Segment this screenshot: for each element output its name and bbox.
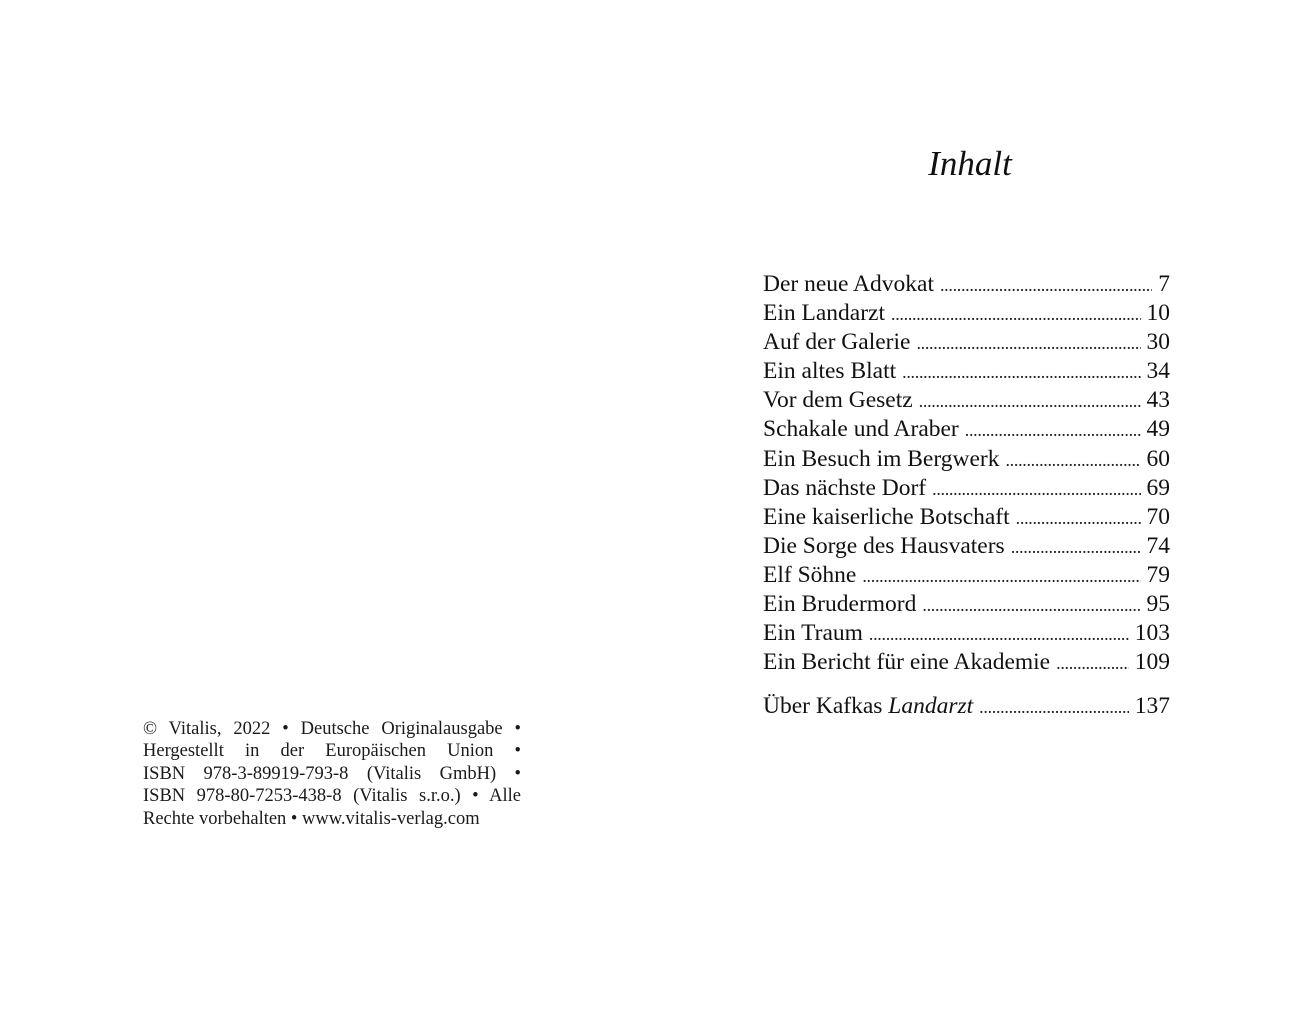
afterword-title-italic: Landarzt — [888, 693, 974, 720]
toc-entry-title: Ein Landarzt — [763, 300, 886, 327]
imprint-line: ISBN 978-3-89919-793-8 (Vitalis GmbH) • — [143, 763, 521, 784]
toc-entry-title: Der neue Advokat — [763, 271, 934, 297]
toc-entry — [763, 648, 1170, 677]
toc-entry — [763, 619, 1170, 648]
toc-entry — [763, 270, 1170, 299]
toc-entry-title: Vor dem Gesetz — [763, 387, 913, 414]
toc-entry-page: 74 — [1146, 532, 1170, 559]
afterword-title-prefix: Über Kafkas — [763, 693, 889, 720]
dot-leader — [922, 591, 1140, 619]
toc-entry — [763, 328, 1170, 357]
toc-entry-afterword — [763, 692, 1170, 721]
dot-leader — [979, 693, 1129, 721]
toc-entry-page: 43 — [1146, 387, 1170, 414]
toc-entry-page: 70 — [1146, 503, 1170, 530]
toc-entry — [763, 445, 1170, 474]
toc-entry-page: 103 — [1134, 620, 1170, 647]
imprint-line: ISBN 978-80-7253-438-8 (Vitalis s.r.o.) • Alle — [143, 786, 521, 807]
dot-leader — [869, 620, 1129, 648]
toc-entry-title: Ein Brudermord — [763, 591, 917, 618]
dot-leader — [932, 475, 1140, 503]
toc-entry-title: Ein Bericht für eine Akademie — [763, 649, 1051, 676]
toc-entry-title: Die Sorge des Hausvaters — [763, 532, 1005, 559]
toc-entry-title: Ein altes Blatt — [763, 358, 897, 385]
toc-entry-page: 95 — [1146, 591, 1170, 618]
toc-entry-page: 109 — [1134, 649, 1170, 676]
toc-entry-title: Elf Söhne — [763, 561, 857, 588]
dot-leader — [862, 562, 1140, 590]
toc-entry — [763, 590, 1170, 619]
toc-entry — [763, 503, 1170, 532]
toc-entry — [763, 357, 1170, 386]
imprint-block — [143, 718, 521, 830]
toc-entry-title: Eine kaiserliche Botschaft — [763, 503, 1010, 530]
dot-leader — [1016, 504, 1141, 532]
toc-entry-page: 137 — [1134, 693, 1170, 720]
dot-leader — [1005, 446, 1140, 474]
toc-entry-title: Schakale und Araber — [763, 416, 959, 443]
imprint-line: Hergestellt in der Europäischen Union • — [143, 741, 521, 762]
dot-leader — [1056, 649, 1129, 677]
toc-entry-title: Ein Traum — [763, 620, 863, 647]
dot-leader — [891, 300, 1140, 328]
toc-entry-page: 34 — [1146, 358, 1170, 385]
toc-entry-page: 79 — [1146, 561, 1170, 588]
dot-leader — [940, 271, 1152, 299]
toc-entry-title: Das nächste Dorf — [763, 474, 927, 501]
toc-entry-page: 60 — [1146, 445, 1170, 472]
contents-heading: Inhalt — [928, 144, 1012, 183]
imprint-line: Rechte vorbehalten • www.vitalis-verlag.com — [143, 808, 480, 829]
toc-entry — [763, 532, 1170, 561]
toc-entry-title — [763, 692, 979, 721]
dot-leader — [916, 329, 1140, 357]
toc-entry — [763, 415, 1170, 444]
toc-entry-page: 69 — [1146, 474, 1170, 501]
toc-entry — [763, 386, 1170, 415]
toc-entry-title: Auf der Galerie — [763, 329, 911, 356]
toc-entry — [763, 561, 1170, 590]
dot-leader — [902, 358, 1140, 386]
toc-entry-page: 7 — [1158, 271, 1170, 297]
imprint-line: © Vitalis, 2022 • Deutsche Originalausgabe • — [143, 719, 521, 739]
toc-entry-page: 49 — [1146, 416, 1170, 443]
dot-leader — [965, 416, 1141, 444]
toc-entry — [763, 474, 1170, 503]
toc-entry-page: 10 — [1146, 300, 1170, 327]
toc-entry-page: 30 — [1146, 329, 1170, 356]
toc-entry — [763, 299, 1170, 328]
dot-leader — [919, 387, 1141, 415]
dot-leader — [1011, 533, 1141, 561]
table-of-contents — [763, 270, 1170, 721]
toc-entry-title: Ein Besuch im Bergwerk — [763, 445, 1000, 472]
